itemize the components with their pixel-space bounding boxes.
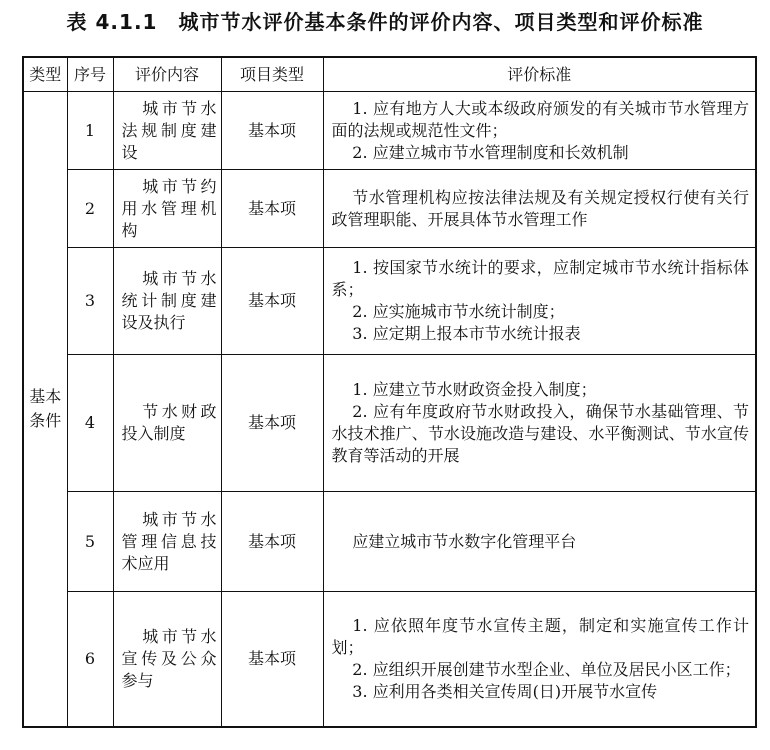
category-label: 基本条件	[29, 386, 62, 430]
row-number: 2	[67, 170, 113, 248]
standard-line: 2. 应实施城市节水统计制度；	[352, 302, 565, 321]
row-content	[113, 170, 221, 248]
table-caption: 表 4.1.1 城市节水评价基本条件的评价内容、项目类型和评价标准	[66, 10, 704, 34]
standard-line: 1. 应依照年度节水宣传主题，制定和实施宣传工作计划；	[331, 615, 749, 657]
row-content	[113, 92, 221, 170]
row-standard	[323, 170, 756, 248]
row-content	[113, 248, 221, 355]
row-standard	[323, 248, 756, 355]
row-content-text: 城市节水统计制度建设及执行	[121, 269, 217, 332]
standard-line: 3. 应定期上报本市节水统计报表	[352, 324, 581, 343]
header-standard: 评价标准	[323, 57, 756, 92]
row-kind: 基本项	[221, 170, 323, 248]
standard-line: 2. 应组织开展创建节水型企业、单位及居民小区工作；	[352, 659, 741, 679]
row-standard	[323, 592, 756, 727]
standard-line: 2. 应有年度政府节水财政投入，确保节水基础管理、节水技术推广、节水设施改造与建设、水平衡测试、节水宣传教育等活动的开展	[331, 402, 749, 465]
row-content	[113, 592, 221, 727]
row-kind: 基本项	[221, 492, 323, 592]
standard-line: 应建立城市节水数字化管理平台	[352, 531, 577, 551]
row-kind: 基本项	[221, 248, 323, 355]
evaluation-table	[22, 56, 757, 728]
row-content-text: 城市节水宣传及公众参与	[121, 626, 217, 690]
standard-line: 节水管理机构应按法律法规及有关规定授权行使有关行政管理职能、开展具体节水管理工作	[331, 187, 749, 229]
row-standard	[323, 492, 756, 592]
row-number: 3	[67, 248, 113, 355]
row-number: 4	[67, 355, 113, 492]
row-kind: 基本项	[221, 355, 323, 492]
table-row	[23, 355, 756, 492]
row-number: 1	[67, 92, 113, 170]
row-content-text: 城市节水管理信息技术应用	[121, 509, 217, 573]
row-standard	[323, 92, 756, 170]
header-no: 序号	[67, 57, 113, 92]
table-row	[23, 92, 756, 170]
header-type: 类型	[23, 57, 67, 92]
row-kind: 基本项	[221, 92, 323, 170]
table-header-row	[23, 57, 756, 92]
category-cell	[23, 92, 67, 727]
table-row	[23, 592, 756, 727]
table-row	[23, 492, 756, 592]
standard-line: 2. 应建立城市节水管理制度和长效机制	[352, 142, 629, 162]
row-content	[113, 355, 221, 492]
row-standard	[323, 355, 756, 492]
table-row	[23, 170, 756, 248]
standard-line: 3. 应利用各类相关宣传周(日)开展节水宣传	[352, 681, 658, 701]
row-kind: 基本项	[221, 592, 323, 727]
standard-line: 1. 按国家节水统计的要求，应制定城市节水统计指标体系；	[331, 258, 749, 299]
standard-line: 1. 应有地方人大或本级政府颁发的有关城市节水管理方面的法规或规范性文件；	[331, 98, 749, 140]
row-number: 6	[67, 592, 113, 727]
row-content-text: 城市节水法规制度建设	[121, 98, 217, 162]
header-kind: 项目类型	[221, 57, 323, 92]
row-content-text: 节水财政投入制度	[121, 402, 217, 443]
row-number: 5	[67, 492, 113, 592]
header-content: 评价内容	[113, 57, 221, 92]
row-content	[113, 492, 221, 592]
row-content-text: 城市节约用水管理机构	[121, 176, 217, 240]
table-row	[23, 248, 756, 355]
standard-line: 1. 应建立节水财政资金投入制度；	[352, 380, 597, 399]
